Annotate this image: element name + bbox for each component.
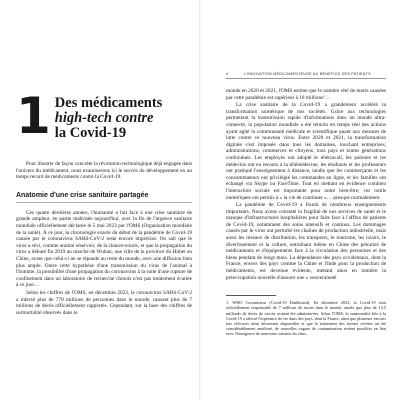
chapter-title-line2: high-tech contre [54, 110, 154, 126]
running-header-title: L'INNOVATION MÉDICAMENTEUSE AU BÉNÉFICE DES PATIENTS [243, 72, 371, 76]
running-header [226, 72, 386, 79]
footnote: 1. WHO Coronavirus (Covid-19 Dashboard). En décembre 2023, la Covid-19 était officiellement responsable de 7 millions de morts dans le monde, tandis que plus de 13,5 milliards de doses de vaccin avaient été administrées. Selon l'OMS, la surmortalité liée à la Covid-19 a affecté l'espérance de vie dans des pays, dont la France, ainsi que plusieurs vaccins très efficaces aient désormais disponibles et que le traitement des formes sévères ait été considérablement amélioré, de nouvelles vagues de contamination restent possibles en lien avec l'émergence de nouveaux variants du virus. [226, 300, 386, 337]
chapter-heading [16, 87, 192, 145]
section-heading: Anatomie d'une crise sanitaire partagée [16, 192, 192, 203]
running-header-number: 4 [226, 72, 229, 76]
chapter-title [55, 94, 163, 141]
chapter-intro: Pour illustrer de façon concrète la révolution technologique déjà engagée dans l'univers du médicament, nous examinerons ici le succès du développement en un temps record de médicaments contre la Covid-19. [16, 161, 192, 181]
body-paragraph: Selon les chiffres de l'OMS, en décembre 2023, le coronavirus SARS-CoV-2 a infecté plus de 770 millions de personnes dans le monde, causant plus de 7 millions de décès officiellement rapportés. Cependant, sur la base des chiffres de surmortalité observés dans le [16, 289, 192, 316]
chapter-title-line1: Des médicaments [54, 95, 163, 111]
right-page [200, 0, 400, 400]
footnote-divider [226, 295, 276, 296]
right-body [226, 88, 386, 281]
body-paragraph: La pandémie de Covid-19 a fourni de nombreux enseignements importants. Nous avons constaté la fragilité de nos services de santé et le manque d'infrastructures hospitalières pour faire face à l'afflux de patients de Covid-19, notamment des soins intensifs et continus. Les dommages causés par le virus ont perturbé les chaînes de production industrielle, mais aussi les réseaux de distribution, les transports, le tourisme, les loisirs, le divertissement et la culture, entraînant même en Chine des pénuries de médicaments et d'équipements face à la circulation des personnes et des biens pendant de longs mois. La dépendance des pays occidentaux, dont la France, envers des pays comme la Chine et l'Inde pour la production de médicaments, est devenue évidente, mettant ainsi en lumière la préoccupation nouvelle d'assurer une « souveraineté [226, 202, 386, 281]
chapter-number: 1 [16, 87, 49, 145]
body-paragraph: Ces quatre dernières années, l'humanité a fait face à une crise sanitaire de grande ampleur, en partie maîtrisée aujourd'hui, avec la fin de l'urgence sanitaire mondiale officiellement déclarée le 5 mai 2023 par l'OMS (Organisation mondiale de la santé). À ce jour, la chronologie exacte du début de la pandémie de Covid-19 causée par le coronavirus SARS-CoV-2 reste encore imprécise. On sait que le virus a sévi, comme animal réservoir, de la chauve-souris, et que la propagation du virus a débuté fin 2019 au marché de Wuhan, une ville de la province du Hubei en Chine, avant que celui-ci ne se répande au reste du monde, avec une diffusion bien plus ample. Outre cette hypothèse d'une transmission du virus de l'animal à l'homme, la possibilité d'une propagation du coronavirus à la suite d'une rupture de confinement dans un laboratoire de recherche chinois n'est pas totalement écartée à ce jour… [16, 209, 192, 289]
body-paragraph: monde en 2020 et 2021, l'OMS estime que le nombre réel de morts causées par cette pandémie est supérieur à 18 millions¹… [226, 88, 386, 101]
body-paragraph: La crise sanitaire de la Covid-19 a grandement accéléré la transformation numérique de nos sociétés. Grâce aux technologies permettant la transmission rapide d'informations dans un monde ultra-connecté, la population mondiale a été témoin en temps réel des actions ayant agité la communauté médicale et scientifique quant aux mesures de lutte contre ce nouveau virus. Entre 2020 et 2021, la transformation digitale s'est imposée dans tous les domaines, touchant entreprises, administrations, commerces et citoyens, tous pays et toutes générations confondues. Les employés ont adopté le télétravail, les patients et les médecins ont eu recours à la télémédecine, les étudiants et les professeurs ont pratiqué l'enseignement à distance, tandis que les commerçants et les consommateurs ont privilégié les commandes en ligne, et les familles ont échangé via Skype ou FaceTime. Tout en mettant en évidence combien l'interaction sociale est importante pour notre bien-être, ces outils numériques ont permis à « la vie de continuer »… presque normalement. [226, 102, 386, 201]
chapter-title-line3: la Covid-19 [54, 125, 127, 141]
